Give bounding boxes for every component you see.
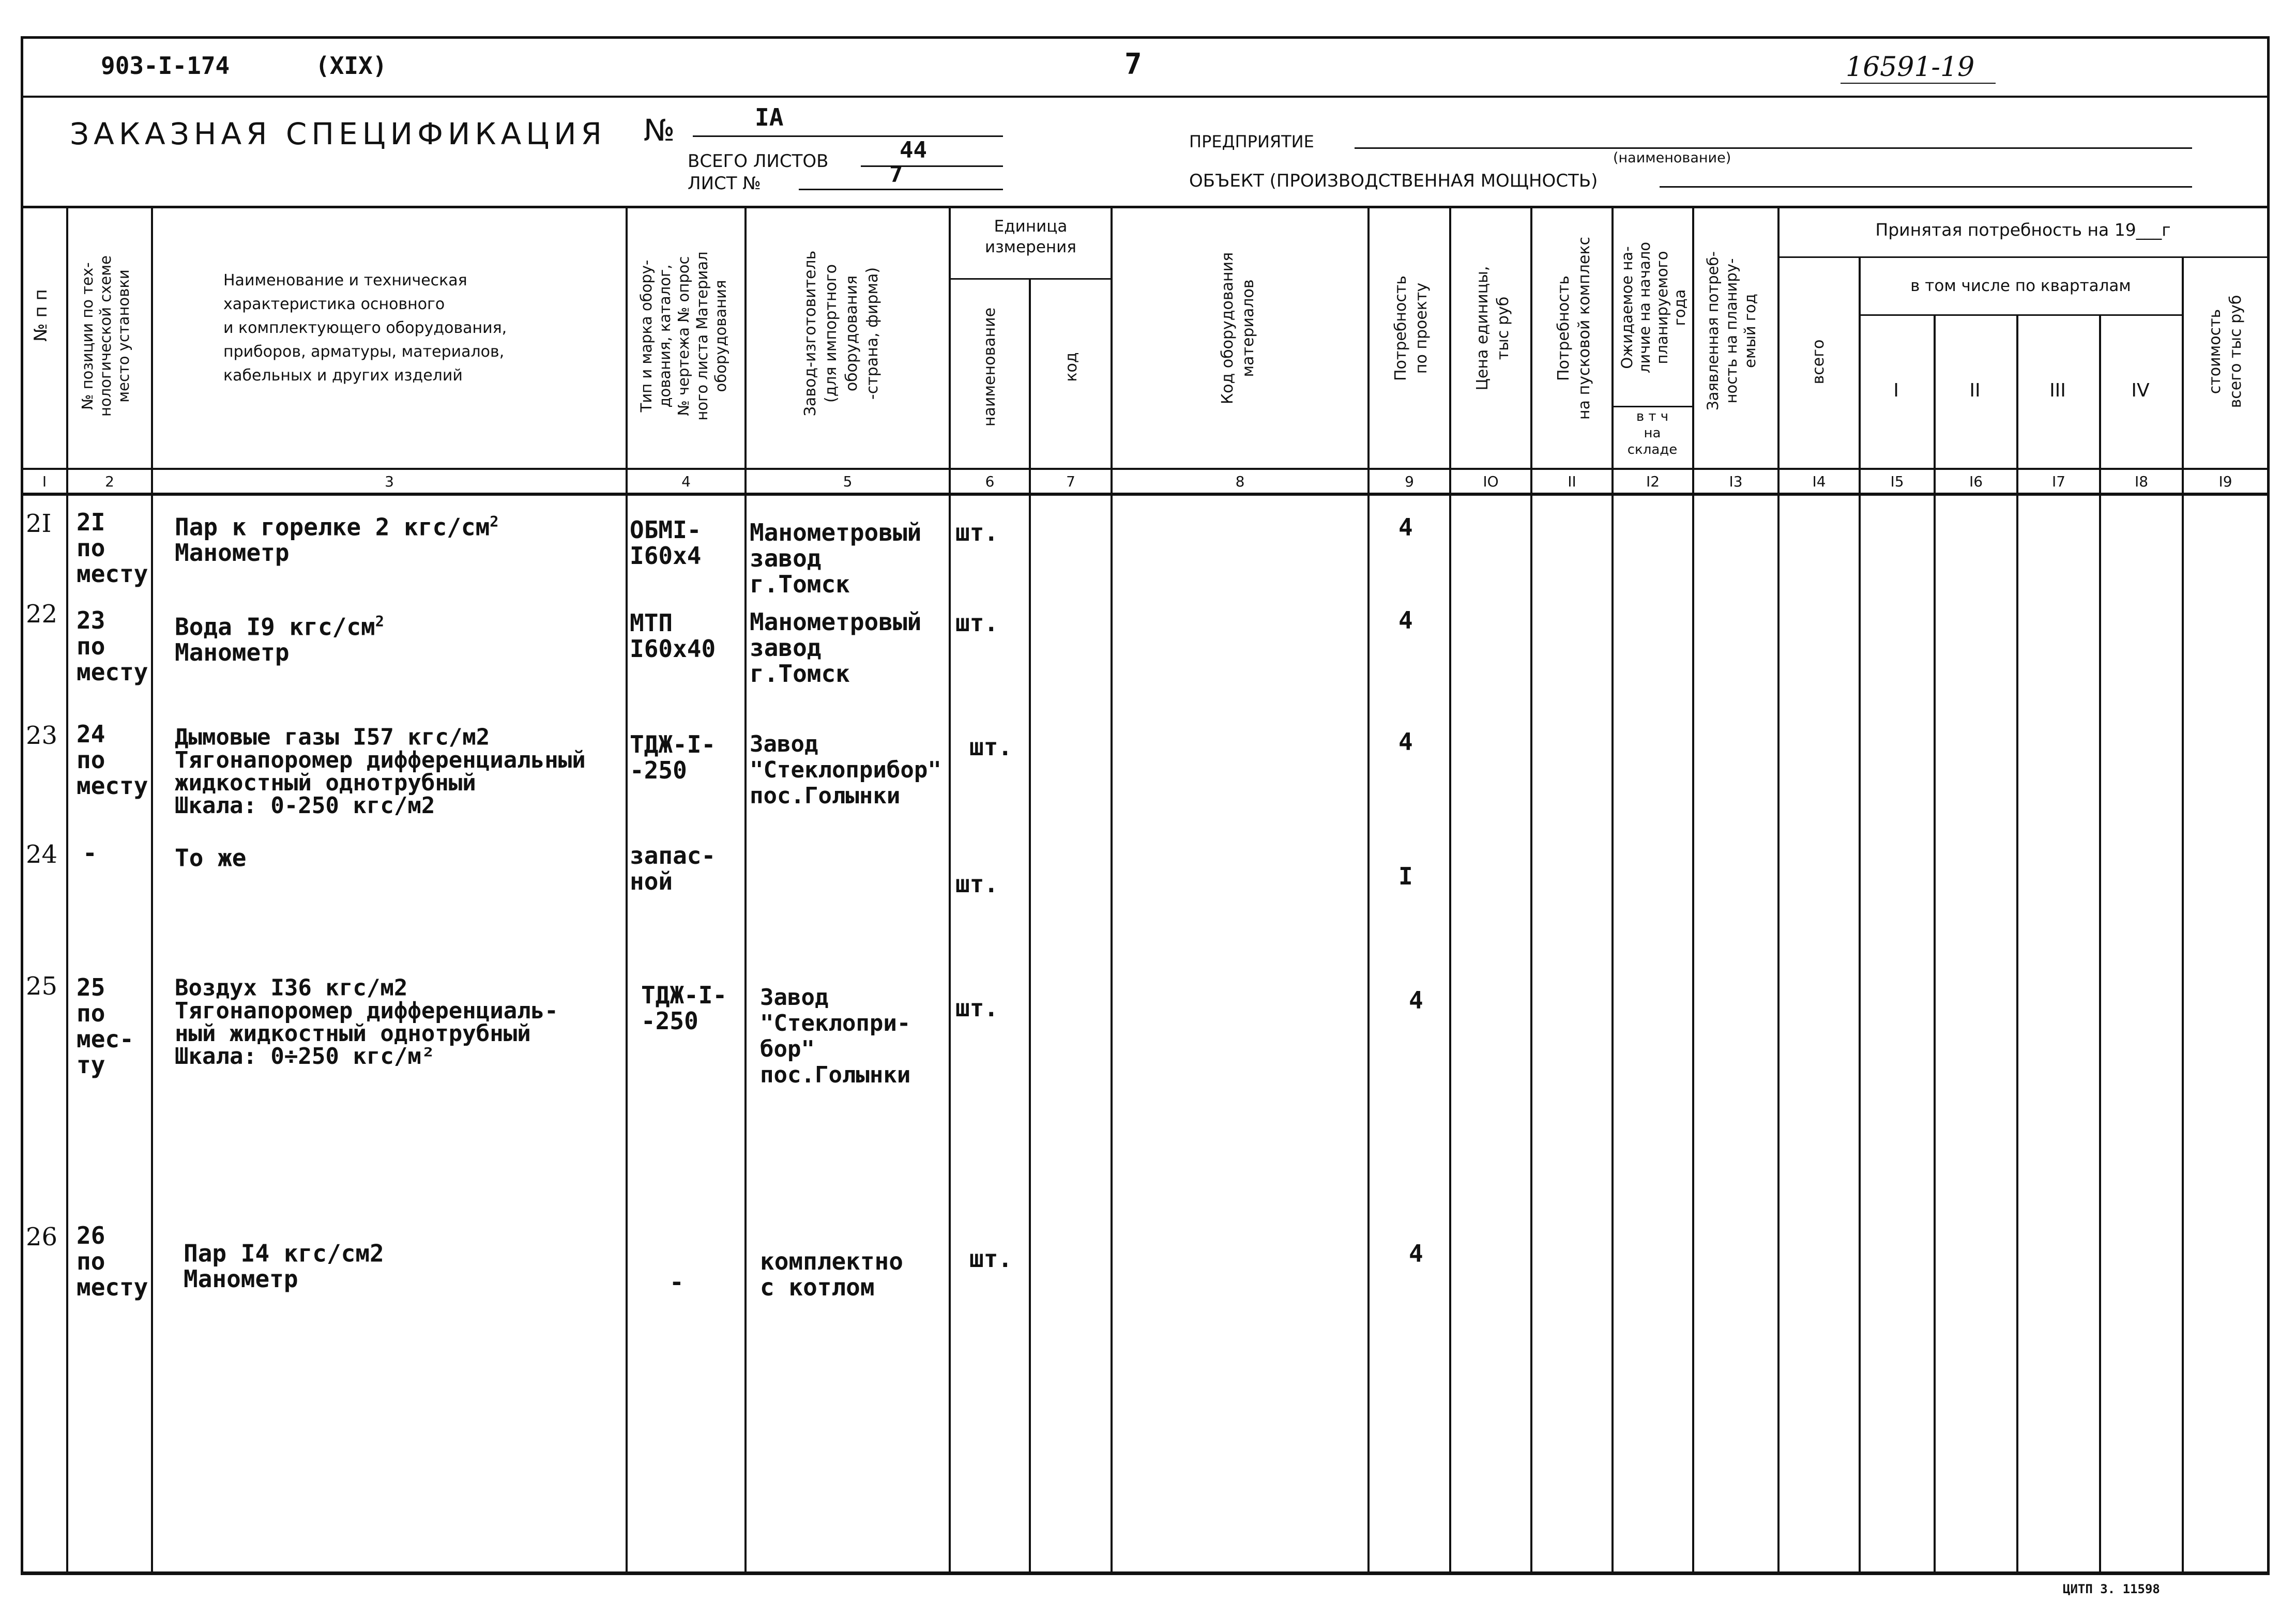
- sheet-label: ЛИСТ №: [688, 173, 761, 194]
- manufacturer-cell: комплектно с котлом: [760, 1247, 903, 1301]
- item-name-text: Пар к горелке 2 кгс/см: [175, 513, 490, 541]
- item-name-text: Вода I9 кгс/см: [175, 613, 375, 641]
- row-number: 26: [26, 1223, 58, 1251]
- col-header-14: всего: [1810, 339, 1828, 385]
- col-header-15: I: [1893, 380, 1899, 401]
- col-header-11: Потребность на пусковой комплекс: [1555, 237, 1593, 420]
- col-number: I8: [2134, 473, 2149, 490]
- col-number: 7: [1066, 473, 1075, 490]
- item-name-cell: [175, 840, 246, 871]
- manufacturer-cell: Завод "Стеклопри- бор" пос.Голынки: [760, 984, 911, 1088]
- spec-number-value: IA: [755, 103, 784, 131]
- col-number: I: [42, 473, 47, 490]
- name-hint: (наименование): [1613, 150, 1731, 166]
- document-code: 903-I-174: [101, 52, 230, 80]
- object-label: ОБЪЕКТ (ПРОИЗВОДСТВЕННАЯ МОЩНОСТЬ): [1189, 171, 1598, 191]
- col-header-5: Завод-изготовитель (для импортного оборудования -страна, фирма): [801, 250, 881, 417]
- sheet-value: 7: [889, 161, 903, 188]
- type-cell: МТП I60x40: [630, 609, 716, 663]
- col-header-12-sub: в т ч на складе: [1627, 409, 1678, 457]
- unit-cell: шт.: [969, 733, 1013, 761]
- accepted-group-header: Принятая потребность на 19___г: [1875, 220, 2171, 240]
- quarters-group-header: в том числе по кварталам: [1910, 277, 2131, 295]
- col-header-1: № п п: [31, 289, 51, 342]
- type-cell: запас- ной: [630, 842, 716, 895]
- item-name-sup: 2: [490, 513, 499, 530]
- spec-number-label: №: [644, 113, 675, 148]
- col-number: 2: [105, 473, 114, 490]
- item-name-rest: Тягонапоромер дифференциаль- ный жидкостный однотрубный Шкала: 0÷250 кгс/м²: [175, 997, 558, 1070]
- position-cell: 26 по месту: [77, 1222, 148, 1301]
- document-title: ЗАКАЗНАЯ СПЕЦИФИКАЦИЯ: [70, 116, 606, 151]
- col-header-9: Потребность по проекту: [1392, 276, 1431, 381]
- col-number: I2: [1646, 473, 1660, 490]
- item-name-rest: Манометр: [175, 638, 290, 667]
- position-cell: 23 по месту: [77, 606, 148, 686]
- total-sheets-label: ВСЕГО ЛИСТОВ: [688, 151, 829, 172]
- row-number: 24: [26, 840, 58, 869]
- quantity-cell: I: [1398, 862, 1413, 890]
- item-name-cell: [175, 509, 498, 566]
- quantity-cell: 4: [1398, 728, 1413, 756]
- col-number: 9: [1405, 473, 1414, 490]
- row-number: 2I: [26, 509, 52, 538]
- col-number: 6: [985, 473, 995, 490]
- inventory-number: 16591-19: [1846, 52, 1975, 83]
- type-cell: ТДЖ-I- -250: [641, 981, 727, 1035]
- document-series: (XIX): [315, 52, 387, 80]
- page-number: 7: [1124, 48, 1142, 81]
- col-header-12: Ожидаемое на- личие на начало планируемого года: [1618, 241, 1689, 374]
- col-number: I5: [1890, 473, 1904, 490]
- manufacturer-cell: Манометровый завод г.Томск: [750, 518, 922, 598]
- row-number: 22: [26, 600, 58, 629]
- unit-cell: шт.: [955, 609, 999, 637]
- position-cell: 2I по месту: [77, 508, 148, 588]
- col-number: 8: [1235, 473, 1245, 490]
- type-cell: -: [670, 1268, 684, 1296]
- unit-cell: шт.: [955, 870, 999, 898]
- row-number: 23: [26, 721, 58, 750]
- col-number: 5: [843, 473, 853, 490]
- item-name-cell: [184, 1235, 384, 1292]
- item-name-rest: Тягонапоромер дифференциальный жидкостный однотрубный Шкала: 0-250 кгс/м2: [175, 746, 586, 819]
- quantity-cell: 4: [1398, 513, 1413, 541]
- item-name-rest: Манометр: [175, 539, 290, 567]
- unit-cell: шт.: [969, 1245, 1013, 1273]
- item-name-text: То же: [175, 844, 247, 872]
- unit-cell: шт.: [955, 994, 999, 1022]
- col-header-7: код: [1062, 352, 1081, 382]
- col-number: I4: [1812, 473, 1826, 490]
- quantity-cell: 4: [1409, 1240, 1423, 1268]
- position-cell: 25 по мес- ту: [77, 973, 134, 1079]
- col-number: IO: [1483, 473, 1499, 490]
- item-name-sup: 2: [375, 613, 384, 630]
- col-number: II: [1568, 473, 1576, 490]
- item-name-text: Пар I4 кгс/см2: [184, 1239, 384, 1268]
- print-stamp: ЦИТП З. 11598: [2063, 1582, 2160, 1596]
- col-number: I7: [2051, 473, 2066, 490]
- col-number: 4: [681, 473, 691, 490]
- position-cell: 24 по месту: [77, 720, 148, 800]
- item-name-text: Воздух I36 кгс/м2: [175, 974, 408, 1001]
- col-header-4: Тип и марка обору- дования, каталог, № чертежа № опрос ного листа Материал оборудования: [637, 251, 729, 421]
- row-number: 25: [26, 972, 58, 1001]
- col-header-3: Наименование и техническая характеристика основного и комплектующего оборудования, приборов, арматуры, материалов, кабельных и других изделий: [223, 271, 507, 385]
- col-header-2: № позиции по тех- нологической схеме место установки: [79, 255, 132, 417]
- col-number: I9: [2218, 473, 2232, 490]
- item-name-text: Дымовые газы I57 кгс/м2: [175, 724, 490, 751]
- unit-cell: шт.: [955, 518, 999, 546]
- item-name-cell: [175, 721, 586, 817]
- quantity-cell: 4: [1409, 986, 1423, 1014]
- col-header-13: Заявленная потреб- ность на планиру- емый год: [1704, 251, 1759, 410]
- manufacturer-cell: Манометровый завод г.Томск: [750, 608, 922, 688]
- type-cell: ТДЖ-I- -250: [630, 730, 716, 784]
- enterprise-label: ПРЕДПРИЯТИЕ: [1189, 132, 1314, 151]
- col-header-19: стоимость всего тыс руб: [2206, 295, 2245, 408]
- type-cell: ОБМI- I60x4: [630, 516, 702, 570]
- col-header-16: II: [1969, 380, 1981, 401]
- unit-group-header: Единица измерения: [985, 217, 1076, 256]
- total-sheets-value: 44: [900, 137, 927, 163]
- manufacturer-cell: Завод "Стеклоприбор" пос.Голынки: [750, 731, 941, 809]
- col-header-6: наименование: [981, 307, 999, 427]
- col-header-17: III: [2049, 380, 2066, 401]
- quantity-cell: 4: [1398, 606, 1413, 634]
- col-header-10: Цена единицы, тыс руб: [1473, 266, 1512, 391]
- col-number: I6: [1969, 473, 1983, 490]
- item-name-rest: Манометр: [184, 1265, 298, 1293]
- item-name-cell: [175, 972, 558, 1068]
- col-header-18: IV: [2131, 380, 2150, 401]
- col-header-8: Код оборудования материалов: [1219, 252, 1257, 405]
- position-cell: -: [83, 839, 97, 867]
- item-name-cell: [175, 609, 384, 665]
- col-number: I3: [1729, 473, 1743, 490]
- col-number: 3: [385, 473, 394, 490]
